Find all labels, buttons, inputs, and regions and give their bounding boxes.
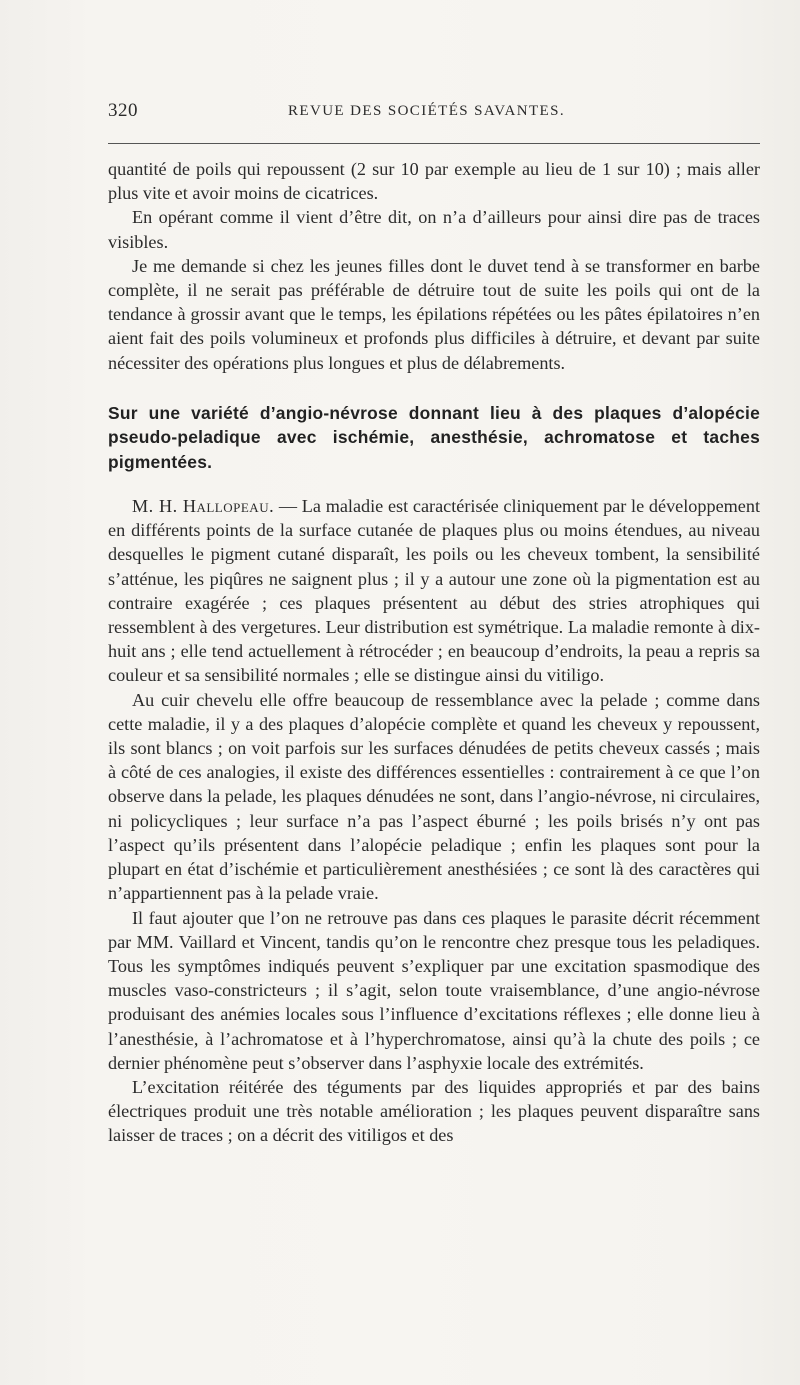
- paragraph: En opérant comme il vient d’être dit, on n’a d’ailleurs pour ainsi dire pas de traces visibles.: [108, 207, 760, 252]
- header-rule: [108, 143, 760, 144]
- running-head: [108, 100, 758, 130]
- paragraph: L’excitation réitérée des téguments par des liquides appropriés et par des bains électriques produit une très notable amélioration ; les plaques peuvent disparaître sans laisser de traces ; on a décrit des vitiligos et des: [108, 1076, 760, 1146]
- paragraph: Au cuir chevelu elle offre beaucoup de ressemblance avec la pelade ; comme dans cette maladie, il y a des plaques d’alopécie complète et quand les cheveux y repoussent, ils sont blancs ; on voit parfois sur les surfaces dénudées de petits cheveux cassés ; mais à côté de ces analogies, il existe des différences essentielles : contrairement à ce que l’on observe dans la pelade, les plaques dénudées ne sont, dans l’angio-névrose, ni circulaires, ni policycliques ; leur surface n’a pas l’aspect éburné ; les poils brisés n’y ont pas l’aspect qu’ils présentent dans l’alopécie peladique ; enfin les plaques sont pour la plupart en état d’ischémie et particulièrement anesthésiées ; ce sont là des caractères qui n’appartiennent pas à la pelade vraie.: [108, 689, 760, 904]
- paragraph: Je me demande si chez les jeunes filles dont le duvet tend à se transformer en barbe complète, il ne serait pas préférable de détruire tout de suite les poils qui ont de la tendance à grossir avant que le temps, les épilations répétées ou les pâtes épilatoires n’en aient fait des poils volumineux et profonds plus difficiles à détruire, et devant par suite nécessiter des opérations plus longues et plus de délabrements.: [108, 255, 760, 373]
- paragraph-continued: quantité de poils qui repoussent (2 sur 10 par exemple au lieu de 1 sur 10) ; mais aller plus vite et avoir moins de cicatrices.: [108, 159, 760, 204]
- author-name: M. H. Hallopeau.: [132, 496, 275, 517]
- paragraph: Il faut ajouter que l’on ne retrouve pas dans ces plaques le parasite décrit récemment par MM. Vaillard et Vincent, tandis qu’on le rencontre chez presque tous les peladiques. Tous les symptômes indiqués peuvent s’expliquer par une excitation spasmodique des muscles vaso-constricteurs ; il s’agit, selon toute vraisemblance, d’une angio-névrose produisant des anémies locales sous l’influence d’excitations réflexes ; elle donne lieu à l’anesthésie, à l’achromatose et à l’hyperchromatose, ainsi qu’à la chute des poils ; ce dernier phénomène peut s’observer dans l’asphyxie locale des extrémités.: [108, 907, 760, 1073]
- paragraph-text: — La maladie est caractérisée cliniquement par le développement en différents points de la surface cutanée de plaques plus ou moins étendues, au niveau desquelles le pigment cutané disparaît, les poils ou les cheveux tombent, la sensibilité s’atténue, les piqûres ne saignent plus ; il y a autour une zone où la pigmentation est au contraire exagérée ; ces plaques présentent au début des stries atrophiques qui ressemblent à des vergetures. Leur distribution est symétrique. La maladie remonte à dix-huit ans ; elle tend actuellement à rétrocéder ; en beaucoup d’endroits, la peau a repris sa couleur et sa sensibilité normales ; elle se distingue ainsi du vitiligo.: [108, 496, 761, 686]
- main-text: [108, 157, 760, 1148]
- page-number: 320: [108, 100, 138, 121]
- section-heading: Sur une variété d’angio-névrose donnant lieu à des plaques d’alopécie pseudo-peladique avec ischémie, anesthésie, achromatose et taches pigmentées.: [108, 402, 760, 472]
- paragraph-with-author: [108, 494, 760, 688]
- journal-title: REVUE DES SOCIÉTÉS SAVANTES.: [288, 103, 566, 119]
